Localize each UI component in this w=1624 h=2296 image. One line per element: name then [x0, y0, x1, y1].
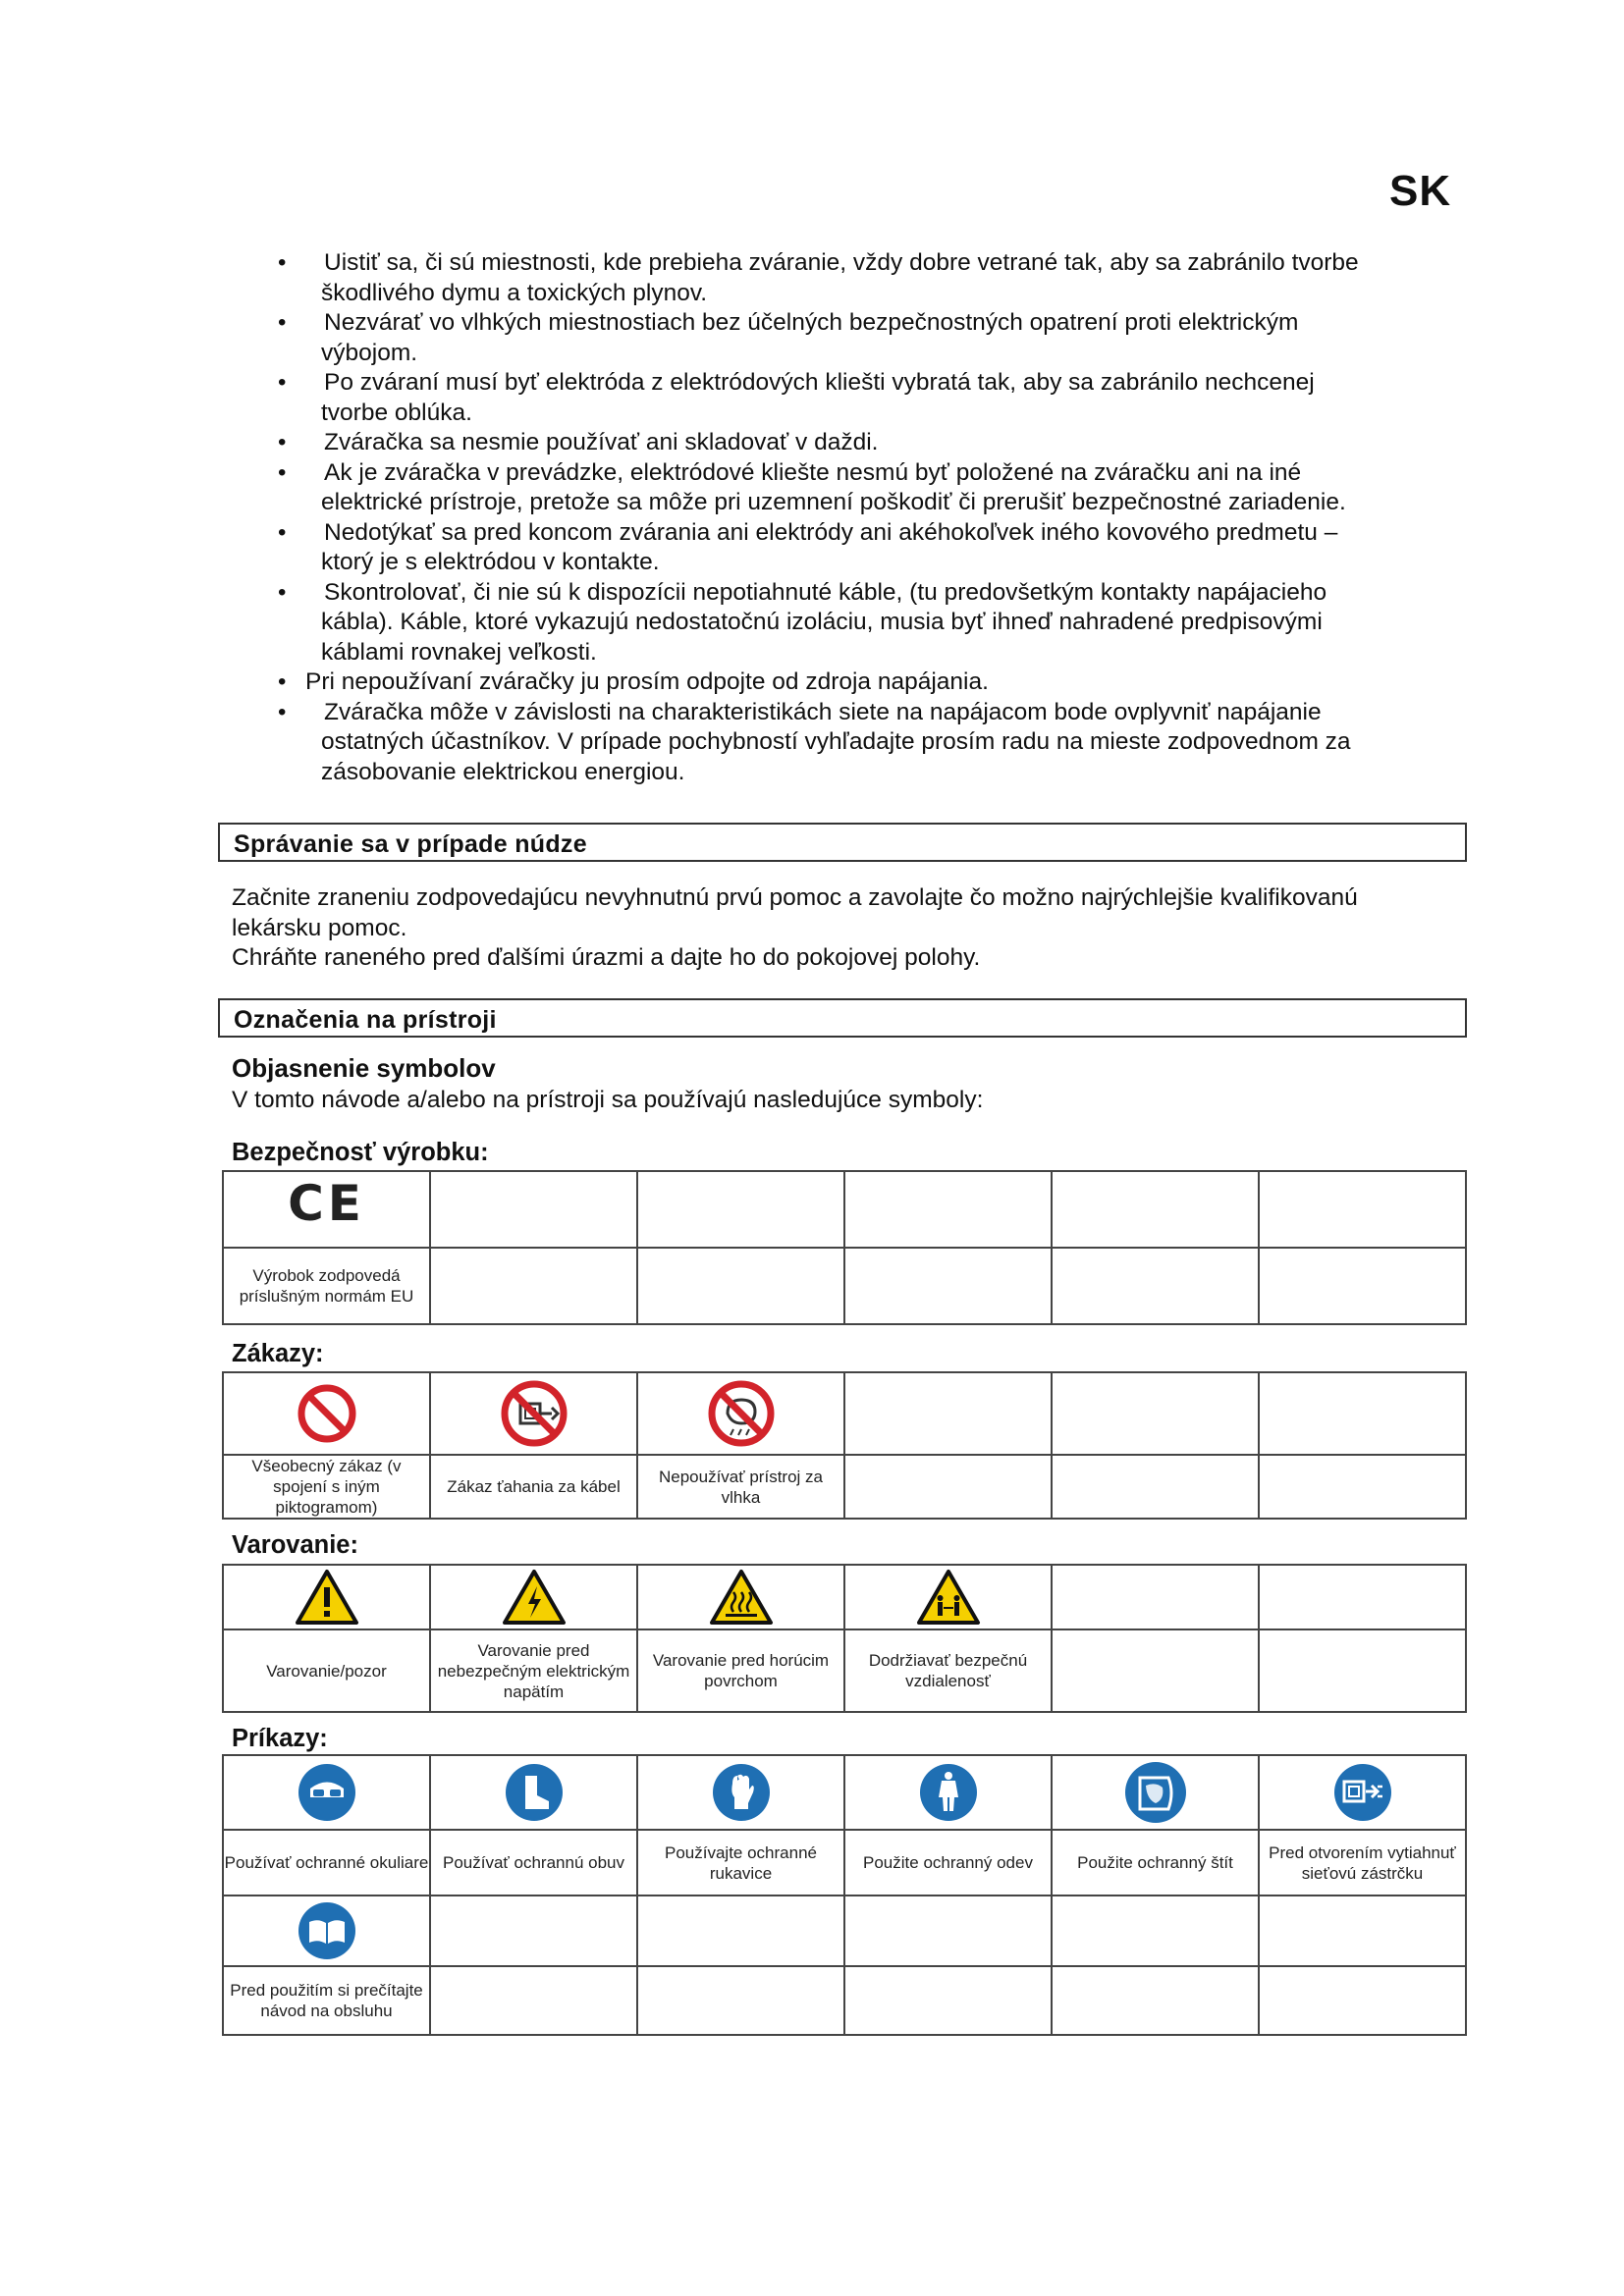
symbol-cell — [223, 1372, 430, 1455]
emergency-section-heading: Správanie sa v prípade núdze — [218, 823, 1467, 862]
list-item: • Skontrolovať, či nie sú k dispozícii nepotiahnuté káble, (tu predovšetkým kontakty napájacieho kábla). Káble, ktoré vykazujú nedostatočnú izoláciu, musia byť ihneď nahradené predpisovými káblami rovnakej veľkosti. — [278, 578, 1327, 666]
safety-group-title: Bezpečnosť výrobku: — [232, 1139, 489, 1166]
symbol-label: Používajte ochranné rukavice — [637, 1830, 844, 1896]
symbol-cell — [844, 1755, 1052, 1830]
prohibitions-symbol-table — [222, 1371, 1467, 1520]
face-shield-icon — [1123, 1760, 1188, 1825]
symbol-label: Varovanie/pozor — [223, 1629, 430, 1712]
hot-surface-warning-icon — [709, 1569, 774, 1626]
symbol-cell — [223, 1896, 430, 1966]
symbol-cell — [637, 1565, 844, 1629]
symbol-label: Varovanie pred horúcim povrchom — [637, 1629, 844, 1712]
symbol-cell — [223, 1171, 430, 1248]
symbol-label: Zákaz ťahania za kábel — [430, 1455, 637, 1519]
symbol-label: Používať ochranné okuliare — [223, 1830, 430, 1896]
list-item: • Zváračka sa nesmie používať ani skladovať v daždi. — [278, 429, 879, 455]
symbol-label: Používať ochrannú obuv — [430, 1830, 637, 1896]
symbol-label: Použite ochranný štít — [1052, 1830, 1259, 1896]
symbol-cell — [430, 1372, 637, 1455]
symbol-label: Výrobok zodpovedá príslušným normám EU — [223, 1248, 430, 1324]
symbol-cell — [223, 1565, 430, 1629]
symbol-label: Pred použitím si prečítajte návod na obsluhu — [223, 1966, 430, 2035]
electric-voltage-warning-icon — [502, 1569, 567, 1626]
symbol-label: Nepoužívať prístroj za vlhka — [637, 1455, 844, 1519]
prohibitions-group-title: Zákazy: — [232, 1340, 324, 1367]
safety-symbol-table — [222, 1170, 1467, 1325]
list-item: • Nedotýkať sa pred koncom zvárania ani elektródy ani akéhokoľvek iného kovového predmetu – ktorý je s elektródou v kontakte. — [278, 518, 1338, 575]
orders-group-title: Príkazy: — [232, 1725, 328, 1752]
list-item: • Zváračka môže v závislosti na charakteristikách siete na napájacom bode ovplyvniť napájanie ostatných účastníkov. V prípade pochybností vyhľadajte prosím radu na mieste zodpovednom za zásobovanie elektrickou energiou. — [278, 698, 1351, 785]
ce-mark-icon: CE — [288, 1175, 365, 1232]
safety-gloves-icon — [711, 1762, 772, 1823]
protective-clothing-icon — [918, 1762, 979, 1823]
symbol-cell — [637, 1372, 844, 1455]
orders-symbol-table — [222, 1754, 1467, 2036]
safety-boots-icon — [504, 1762, 565, 1823]
symbol-cell — [223, 1755, 430, 1830]
warnings-group-title: Varovanie: — [232, 1531, 358, 1559]
symbol-label: Pred otvorením vytiahnuť sieťovú zástrčku — [1259, 1830, 1466, 1896]
symbol-cell — [1052, 1755, 1259, 1830]
symbol-label: Dodržiavať bezpečnú vzdialenosť — [844, 1629, 1052, 1712]
general-prohibition-icon — [297, 1383, 357, 1444]
safety-goggles-icon — [297, 1762, 357, 1823]
warnings-symbol-table — [222, 1564, 1467, 1713]
symbol-cell — [430, 1755, 637, 1830]
language-code: SK — [1389, 167, 1452, 215]
warning-triangle-icon — [295, 1569, 359, 1626]
no-cable-pulling-icon — [499, 1378, 569, 1449]
safe-distance-warning-icon — [916, 1569, 981, 1626]
symbols-intro: V tomto návode a/alebo na prístroji sa používajú nasledujúce symboly: — [232, 1087, 984, 1113]
symbol-cell — [844, 1565, 1052, 1629]
emergency-text: Začnite zraneniu zodpovedajúcu nevyhnutnú prvú pomoc a zavolajte čo možno najrýchlejšie kvalifikovanú lekársku pomoc. Chráňte raneného pred ďalšími úrazmi a dajte ho do pokojovej polohy. — [232, 884, 1358, 971]
list-item: • Ak je zváračka v prevádzke, elektródové kliešte nesmú byť položené na zváračku ani na iné elektrické prístroje, pretože sa môže pri uzemnení poškodiť či prerušiť bezpečnostné zariadenie. — [278, 458, 1346, 515]
list-item: • Po zváraní musí byť elektróda z elektródových kliešti vybratá tak, aby sa zabránilo nechcenej tvorbe oblúka. — [278, 369, 1315, 426]
list-item: • Nezvárať vo vlhkých miestnostiach bez účelných bezpečnostných opatrení proti elektrickým výbojom. — [278, 309, 1299, 366]
markings-section-heading: Označenia na prístroji — [218, 998, 1467, 1038]
list-item: • Uistiť sa, či sú miestnosti, kde prebieha zváranie, vždy dobre vetrané tak, aby sa zabránilo tvorbe škodlivého dymu a toxických plynov. — [278, 249, 1359, 306]
symbol-label: Všeobecný zákaz (v spojení s iným piktogramom) — [223, 1455, 430, 1519]
symbol-cell — [637, 1755, 844, 1830]
safety-bullet-list — [0, 248, 1624, 787]
symbol-label: Použite ochranný odev — [844, 1830, 1052, 1896]
symbol-cell — [430, 1565, 637, 1629]
symbol-cell — [1259, 1755, 1466, 1830]
symbols-subtitle: Objasnenie symbolov — [232, 1053, 496, 1083]
list-item: • Pri nepoužívaní zváračky ju prosím odpojte od zdroja napájania. — [278, 668, 989, 695]
unplug-before-opening-icon — [1332, 1762, 1393, 1823]
symbol-label: Varovanie pred nebezpečným elektrickým napätím — [430, 1629, 637, 1712]
no-use-in-wet-icon — [706, 1378, 777, 1449]
read-manual-icon — [297, 1900, 357, 1961]
